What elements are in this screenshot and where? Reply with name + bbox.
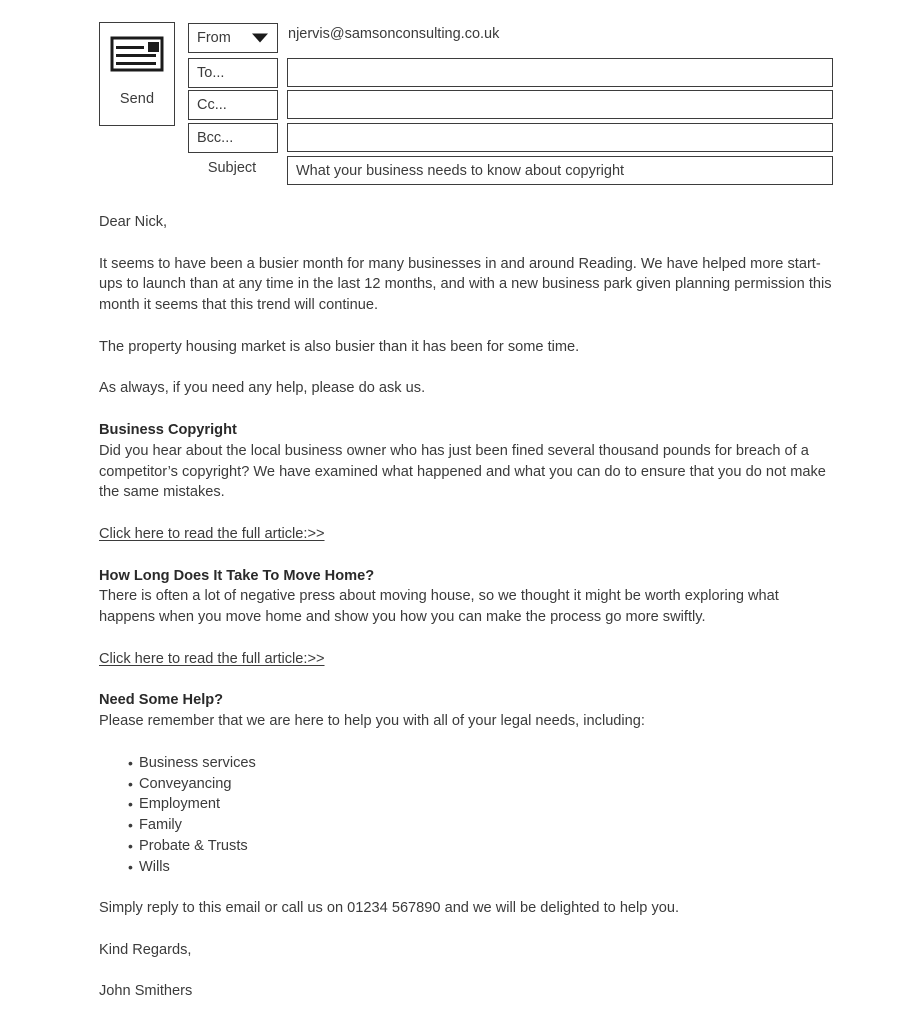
bcc-input[interactable] [287, 123, 833, 152]
send-button-label: Send [119, 91, 155, 107]
to-button[interactable] [188, 58, 278, 88]
from-address-value: njervis@samsonconsulting.co.uk [288, 26, 500, 42]
need-help-intro: Please remember that we are here to help you with all of your legal needs, including: [99, 713, 645, 730]
compose-header [0, 0, 904, 200]
closing-line: Simply reply to this email or call us on 01234 567890 and we will be delighted to help you. [99, 900, 680, 917]
cc-label: Cc... [197, 96, 227, 113]
envelope-icon [110, 36, 164, 72]
spacer [99, 878, 833, 899]
services-list [99, 753, 833, 878]
from-label: From [197, 29, 231, 46]
list-item: • Family [99, 815, 833, 836]
chevron-down-icon [252, 34, 268, 43]
intro-paragraph: It seems to have been a busier month for many businesses in and around Reading. We have helped more start-ups to launch than at any time in the last 12 months, and with a new business park given planning permission this month it seems that this trend will continue. [99, 255, 832, 314]
spacer [99, 545, 833, 566]
read-full-article-link-2[interactable]: Click here to read the full article:>> [99, 650, 325, 667]
read-full-article-link-2-wrapper [99, 649, 833, 670]
spacer [99, 732, 833, 753]
spacer [99, 961, 833, 982]
section-heading-business-copyright: Business Copyright [99, 421, 237, 438]
spacer [99, 233, 833, 254]
spacer [99, 399, 833, 420]
spacer [99, 670, 833, 691]
send-button[interactable] [99, 22, 175, 126]
cc-button[interactable] [188, 90, 278, 120]
sender-name: John Smithers [99, 983, 193, 1000]
list-item: • Employment [99, 794, 833, 815]
message-body[interactable] [99, 212, 833, 1002]
list-item: • Probate & Trusts [99, 836, 833, 857]
list-item: • Business services [99, 753, 833, 774]
spacer [99, 628, 833, 649]
housing-paragraph: The property housing market is also busier than it has been for some time. [99, 338, 580, 355]
to-label: To... [197, 64, 225, 81]
spacer [99, 358, 833, 379]
list-item: • Conveyancing [99, 774, 833, 795]
section-heading-move-home: How Long Does It Take To Move Home? [99, 567, 375, 584]
salutation: Dear Nick, [99, 214, 168, 230]
section-text-business-copyright: Did you hear about the local business owner who has just been fined several thousand pounds for breach of a competitor’s copyright? We have examined what happened and what you can do to ensure that you do not make the same mistakes. [99, 442, 826, 501]
spacer [99, 316, 833, 337]
spacer [99, 919, 833, 940]
read-full-article-link-1-wrapper [99, 524, 833, 545]
section-text-move-home: There is often a lot of negative press about moving house, so we thought it might be worth exploring what happens when you move home and show you how you can make the process go more swiftly. [99, 588, 779, 626]
bcc-label: Bcc... [197, 129, 234, 146]
sign-off: Kind Regards, [99, 941, 192, 958]
help-offer-paragraph: As always, if you need any help, please do ask us. [99, 380, 426, 397]
subject-label: Subject [207, 160, 257, 176]
to-input[interactable] [287, 58, 833, 87]
cc-input[interactable] [287, 90, 833, 119]
list-item: • Wills [99, 857, 833, 878]
bcc-button[interactable] [188, 123, 278, 153]
read-full-article-link-1[interactable]: Click here to read the full article:>> [99, 525, 325, 542]
from-dropdown[interactable] [188, 23, 278, 53]
spacer [99, 503, 833, 524]
section-heading-need-help: Need Some Help? [99, 692, 224, 709]
subject-input[interactable] [287, 156, 833, 185]
